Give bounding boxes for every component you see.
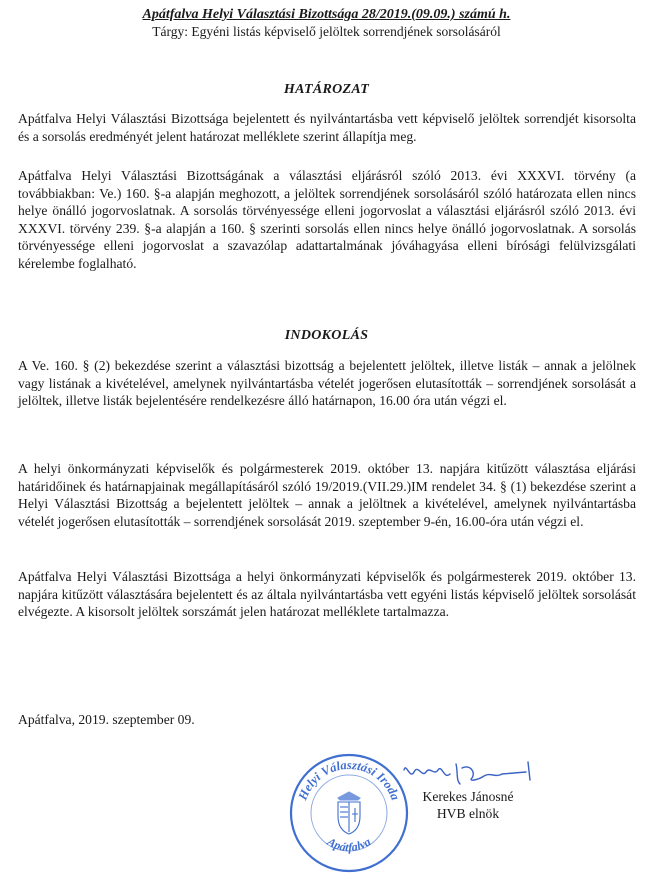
reasoning-paragraph-2: A helyi önkormányzati képviselők és polgármesterek 2019. október 13. napjára kitűzött választása eljárási határidőinek és határnapjainak megállapításáról szóló 19/2019.(VII.29.)IM rendelet 34. § (1) bekezdése szerint a Helyi Választási Bizottság a bejelentett jelöltek – annak a jelöltnek a kivételével, amelynek nyilvántartásba vételét jogerősen elutasították – sorrendjének sorsolását 2019. szeptember 9-én, 16.00-óra után végzi el. xyxy=(18,461,636,529)
signer-role: HVB elnök xyxy=(436,806,500,821)
reasoning-paragraph-3: Apátfalva Helyi Választási Bizottsága a helyi önkormányzati képviselők és polgármesterek 2019. október 13. napjára kitűzött választására bejelentett és az általa nyilvántartásba vett egyéni listás képviselő jelöltek sorsolását elvégezte. A kisorsolt jelöltek sorszámát jelen határozat melléklete tartalmazza. xyxy=(18,569,636,619)
document-subject: Tárgy: Egyéni listás képviselő jelöltek sorrendjének sorsolásáról xyxy=(152,24,501,39)
decision-paragraph-1: Apátfalva Helyi Választási Bizottsága bejelentett és nyilvántartásba vett képviselő jelöltek sorrendjét kisorsolta és a sorsolás eredményét jelent határozat melléklete szerint állapítja meg. xyxy=(18,111,636,144)
decision-heading: HATÁROZAT xyxy=(283,82,370,97)
reasoning-paragraph-1: A Ve. 160. § (2) bekezdése szerint a választási bizottság a bejelentett jelöltek, illetve listák – annak a jelölnek vagy listának a kivételével, amelynek nyilvántartásba vételét jogerősen elutasították – sorrendjének sorsolását a jelöltek, illetve listák bejelentésére rendelkezésre álló határnapon, 16.00 óra után végzi el. xyxy=(18,358,636,408)
decision-paragraph-2: Apátfalva Helyi Választási Bizottságának a választási eljárásról szóló 2013. évi XXXVI. törvény (a továbbiakban: Ve.) 160. §-a alapján meghozott, a jelöltek sorrendjének sorsolásáról szóló határozata ellen nincs helye önálló jogorvoslatnak. A sorsolás törvényessége elleni jogorvoslat a választási eljárásról szóló 2013. évi XXXVI. törvény 239. §-a alapján a 160. § szerinti sorsolás ellen nincs helye önálló jogorvoslatnak. A sorsolás törvényessége elleni jogorvoslat a szavazólap adattartalmának jóváhagyása elleni bírósági felülvizsgálati kérelembe foglalható. xyxy=(18,168,636,271)
reasoning-heading: INDOKOLÁS xyxy=(284,328,369,343)
official-stamp xyxy=(288,752,410,874)
place-and-date: Apátfalva, 2019. szeptember 09. xyxy=(18,712,195,727)
stamp-bottom-text: Apátfalva xyxy=(324,834,374,855)
document-title: Apátfalva Helyi Választási Bizottsága 28/2019.(09.09.) számú h. xyxy=(142,7,511,22)
coat-of-arms-icon xyxy=(338,792,360,834)
stamp-top-text: Helyi Választási Iroda xyxy=(295,757,403,803)
signer-name: Kerekes Jánosné xyxy=(422,789,514,804)
